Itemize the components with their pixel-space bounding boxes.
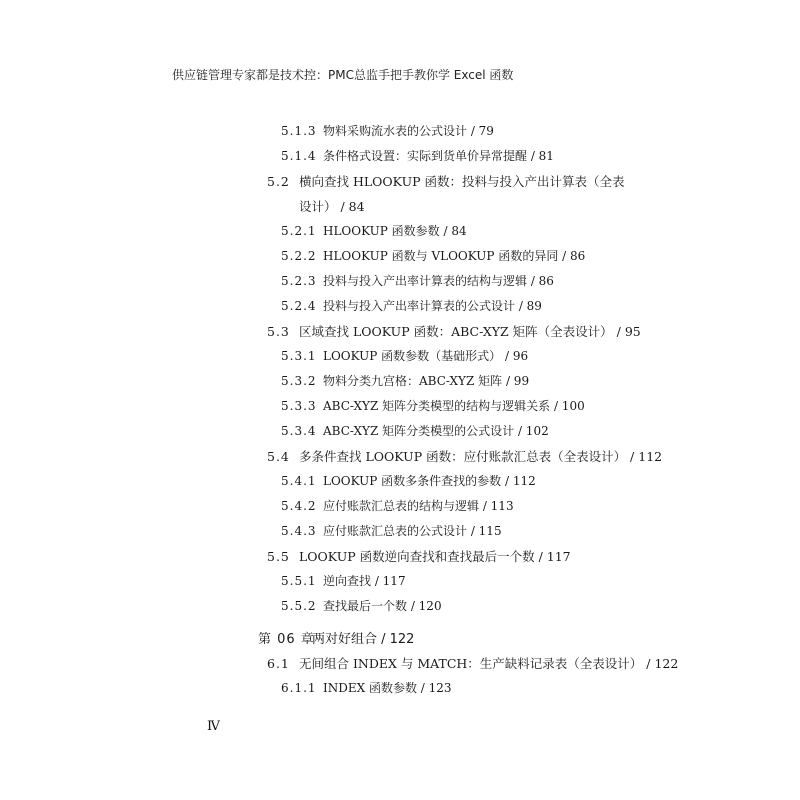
toc-title: 投料与投入产出率计算表的结构与逻辑 / 86 [323,274,554,288]
toc-chapter [258,628,414,647]
toc-entry [281,372,529,389]
toc-number: 5.3.2 [281,374,317,388]
toc-number: 5.5 [267,549,290,564]
toc-entry [267,447,662,465]
toc-number: 5.2.3 [281,274,317,288]
toc-entry-continuation [299,197,365,215]
toc-chapter-title: 两对好组合 / 122 [312,632,415,647]
toc-number: 5.2.2 [281,249,317,263]
toc-entry [281,497,514,514]
toc-title: LOOKUP 函数多条件查找的参数 / 112 [323,474,536,488]
toc-entry [281,247,585,264]
toc-entry [281,472,536,489]
toc-title: 应付账款汇总表的公式设计 / 115 [323,524,502,538]
toc-title: LOOKUP 函数参数（基础形式） / 96 [323,349,529,363]
toc-number: 5.4.1 [281,474,317,488]
toc-entry [281,422,549,439]
toc-entry [281,147,554,164]
toc-entry [267,547,571,565]
toc-title: 逆向查找 / 117 [323,574,406,588]
toc-entry [281,597,442,614]
toc-number: 5.4 [267,449,290,464]
toc-title: 设计） / 84 [299,199,365,214]
toc-title: 区域查找 LOOKUP 函数：ABC-XYZ 矩阵（全表设计） / 95 [299,324,641,339]
toc-entry [281,122,494,139]
toc-number: 5.2.1 [281,224,317,238]
toc-number: 5.2 [267,174,290,189]
toc-title: 多条件查找 LOOKUP 函数：应付账款汇总表（全表设计） / 112 [299,449,663,464]
toc-title: LOOKUP 函数逆向查找和查找最后一个数 / 117 [299,549,571,564]
toc-title: 无间组合 INDEX 与 MATCH：生产缺料记录表（全表设计） / 122 [299,656,679,671]
toc-title: HLOOKUP 函数与 VLOOKUP 函数的异同 / 86 [323,249,586,263]
toc-entry [281,347,528,364]
toc-number: 5.5.1 [281,574,317,588]
toc-entry [281,222,467,239]
toc-chapter-number: 第 06 章 [258,632,315,647]
toc-title: 投料与投入产出率计算表的公式设计 / 89 [323,299,542,313]
toc-entry [267,322,641,340]
toc-number: 5.3 [267,324,290,339]
running-head: 供应链管理专家都是技术控：PMC总监手把手教你学 Excel 函数 [172,68,514,82]
toc-title: ABC-XYZ 矩阵分类模型的结构与逻辑关系 / 100 [323,399,585,413]
toc-number: 6.1 [267,656,290,671]
toc-entry [267,172,624,190]
toc-entry [267,654,678,672]
page-number: Ⅳ [207,719,220,734]
toc-title: INDEX 函数参数 / 123 [323,681,452,695]
toc-number: 5.4.2 [281,499,317,513]
toc-entry [281,522,502,539]
toc-number: 5.3.3 [281,399,317,413]
toc-title: 查找最后一个数 / 120 [323,599,442,613]
toc-number: 5.1.4 [281,149,317,163]
toc-title: HLOOKUP 函数参数 / 84 [323,224,467,238]
toc-title: 物料分类九宫格：ABC-XYZ 矩阵 / 99 [323,374,530,388]
toc-number: 5.3.4 [281,424,317,438]
toc-number: 5.1.3 [281,124,317,138]
toc-number: 5.3.1 [281,349,317,363]
toc-number: 5.2.4 [281,299,317,313]
toc-entry [281,272,554,289]
toc-number: 5.5.2 [281,599,317,613]
toc-title: 横向查找 HLOOKUP 函数：投料与投入产出计算表（全表 [299,174,625,189]
toc-number: 5.4.3 [281,524,317,538]
toc-title: 条件格式设置：实际到货单价异常提醒 / 81 [323,149,554,163]
toc-title: 应付账款汇总表的结构与逻辑 / 113 [323,499,514,513]
toc-entry [281,297,542,314]
toc-number: 6.1.1 [281,681,317,695]
toc-title: 物料采购流水表的公式设计 / 79 [323,124,494,138]
toc-title: ABC-XYZ 矩阵分类模型的公式设计 / 102 [323,424,549,438]
toc-entry [281,572,406,589]
toc-entry [281,397,585,414]
toc-entry [281,679,452,696]
